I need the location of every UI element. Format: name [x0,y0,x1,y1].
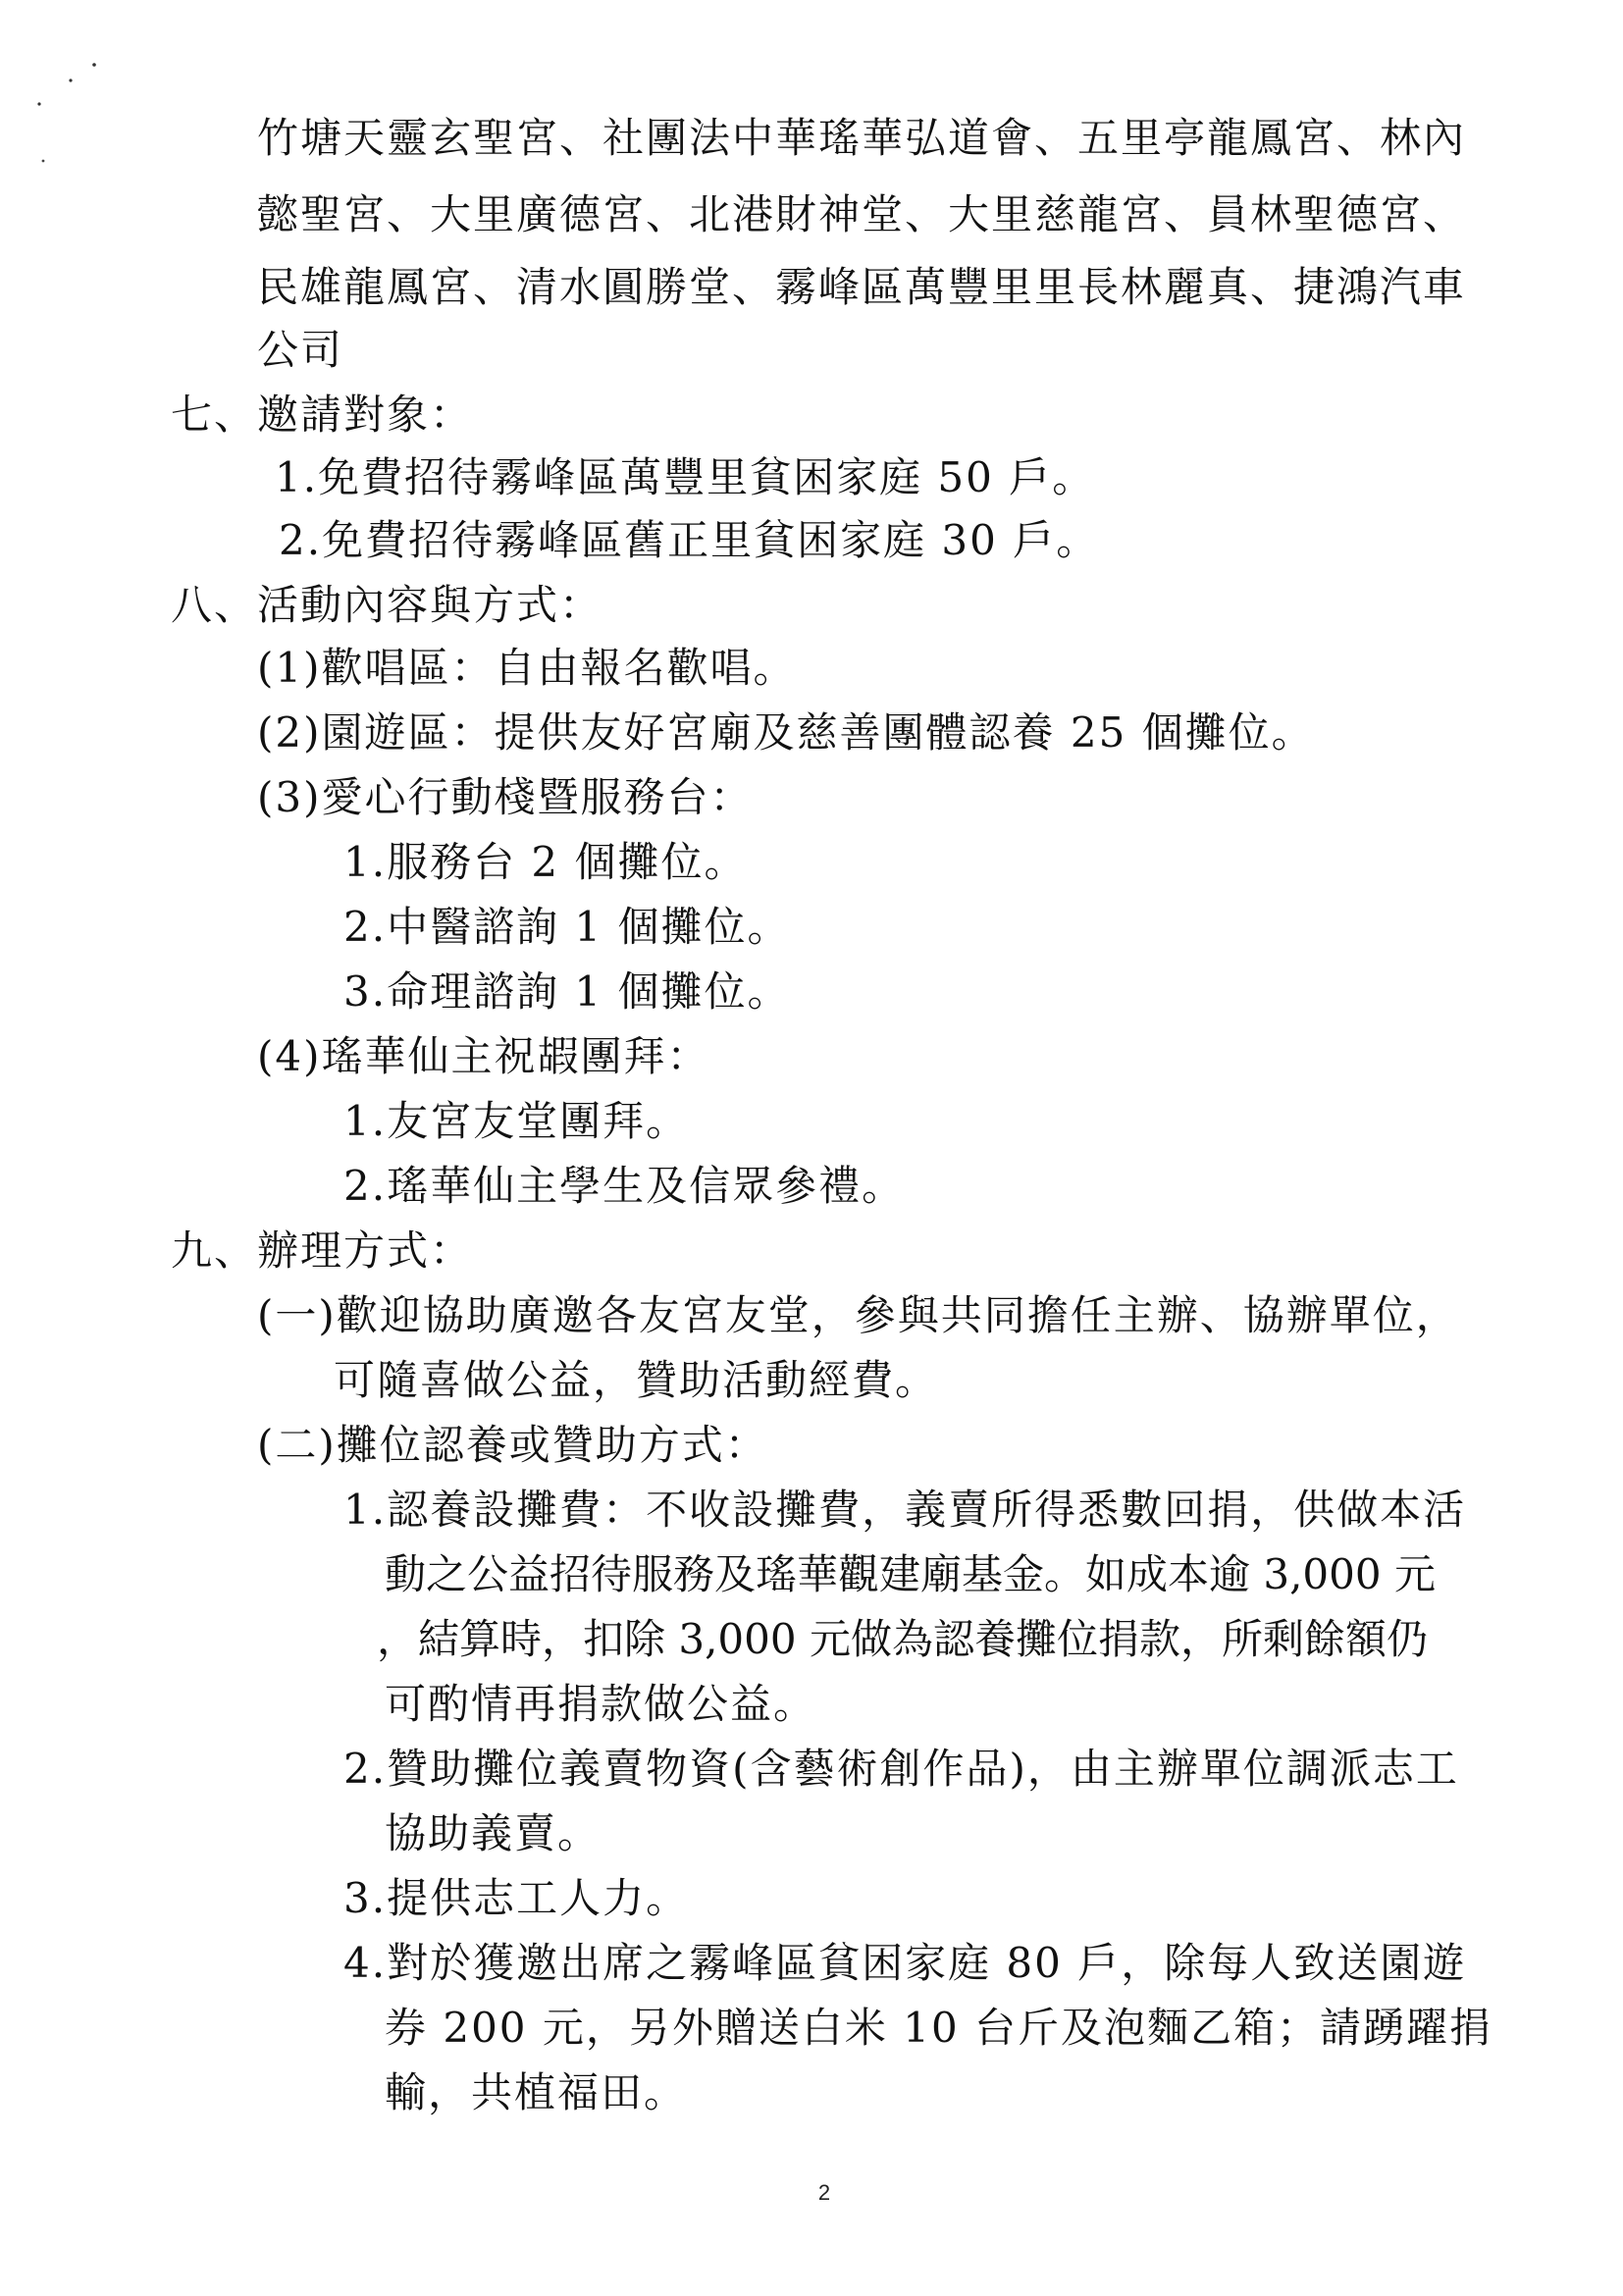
list-item: 1.服務台 2 個攤位。 [343,838,748,886]
text-line: 協助義賣。 [385,1809,602,1857]
list-item: 1.認養設攤費：不收設攤費，義賣所得悉數回捐，供做本活 [343,1486,1467,1534]
list-item: 1.免費招待霧峰區萬豐里貧困家庭 50 戶。 [275,453,1096,501]
list-item: (一)歡迎協助廣邀各友宮友堂，參與共同擔任主辦、協辦單位， [257,1291,1459,1339]
page-number: 2 [817,2180,831,2205]
text-line: 輸，共植福田。 [385,2068,688,2116]
text-line: 竹塘天靈玄聖宮、社團法中華瑤華弘道會、五里亭龍鳳宮、林內 [257,114,1467,162]
text-line: 券 200 元，另外贈送白米 10 台斤及泡麵乙箱；請踴躍捐 [385,2004,1493,2052]
text-line: 可隨喜做公益，贊助活動經費。 [334,1356,939,1404]
text-line: ，結算時，扣除 3,000 元做為認養攤位捐款，所剩餘額仍 [377,1615,1428,1663]
list-item: 2.中醫諮詢 1 個攤位。 [343,903,791,951]
section-heading-8: 八、活動內容與方式： [171,581,603,629]
text-line: 公司 [257,326,344,374]
text-line: 可酌情再捐款做公益。 [385,1680,817,1728]
list-item: (二)攤位認養或贊助方式： [257,1421,768,1469]
list-item: 3.提供志工人力。 [343,1874,690,1922]
list-item: (3)愛心行動棧暨服務台： [257,773,754,821]
list-item: 3.命理諮詢 1 個攤位。 [343,967,791,1016]
scan-specks [29,49,108,186]
list-item: (1)歡唱區：自由報名歡唱。 [257,644,797,692]
list-item: 2.免費招待霧峰區舊正里貧困家庭 30 戶。 [279,516,1100,564]
text-line: 民雄龍鳳宮、清水圓勝堂、霧峰區萬豐里里長林麗真、捷鴻汽車 [257,263,1467,311]
list-item: 4.對於獲邀出席之霧峰區貧困家庭 80 戶，除每人致送園遊 [343,1939,1467,1987]
text-line: 動之公益招待服務及瑤華觀建廟基金。如成本逾 3,000 元 [385,1550,1436,1598]
list-item: 2.贊助攤位義賣物資(含藝術創作品)，由主辦單位調派志工 [343,1745,1459,1793]
list-item: (2)園遊區：提供友好宮廟及慈善團體認養 25 個攤位。 [257,708,1315,757]
section-heading-7: 七、邀請對象： [171,391,474,439]
list-item: (4)瑤華仙主祝嘏團拜： [257,1032,710,1080]
list-item: 2.瑤華仙主學生及信眾參禮。 [343,1162,906,1210]
section-heading-9: 九、辦理方式： [171,1226,474,1275]
text-line: 懿聖宮、大里廣德宮、北港財神堂、大里慈龍宮、員林聖德宮、 [257,190,1467,238]
list-item: 1.友宮友堂團拜。 [343,1097,690,1145]
